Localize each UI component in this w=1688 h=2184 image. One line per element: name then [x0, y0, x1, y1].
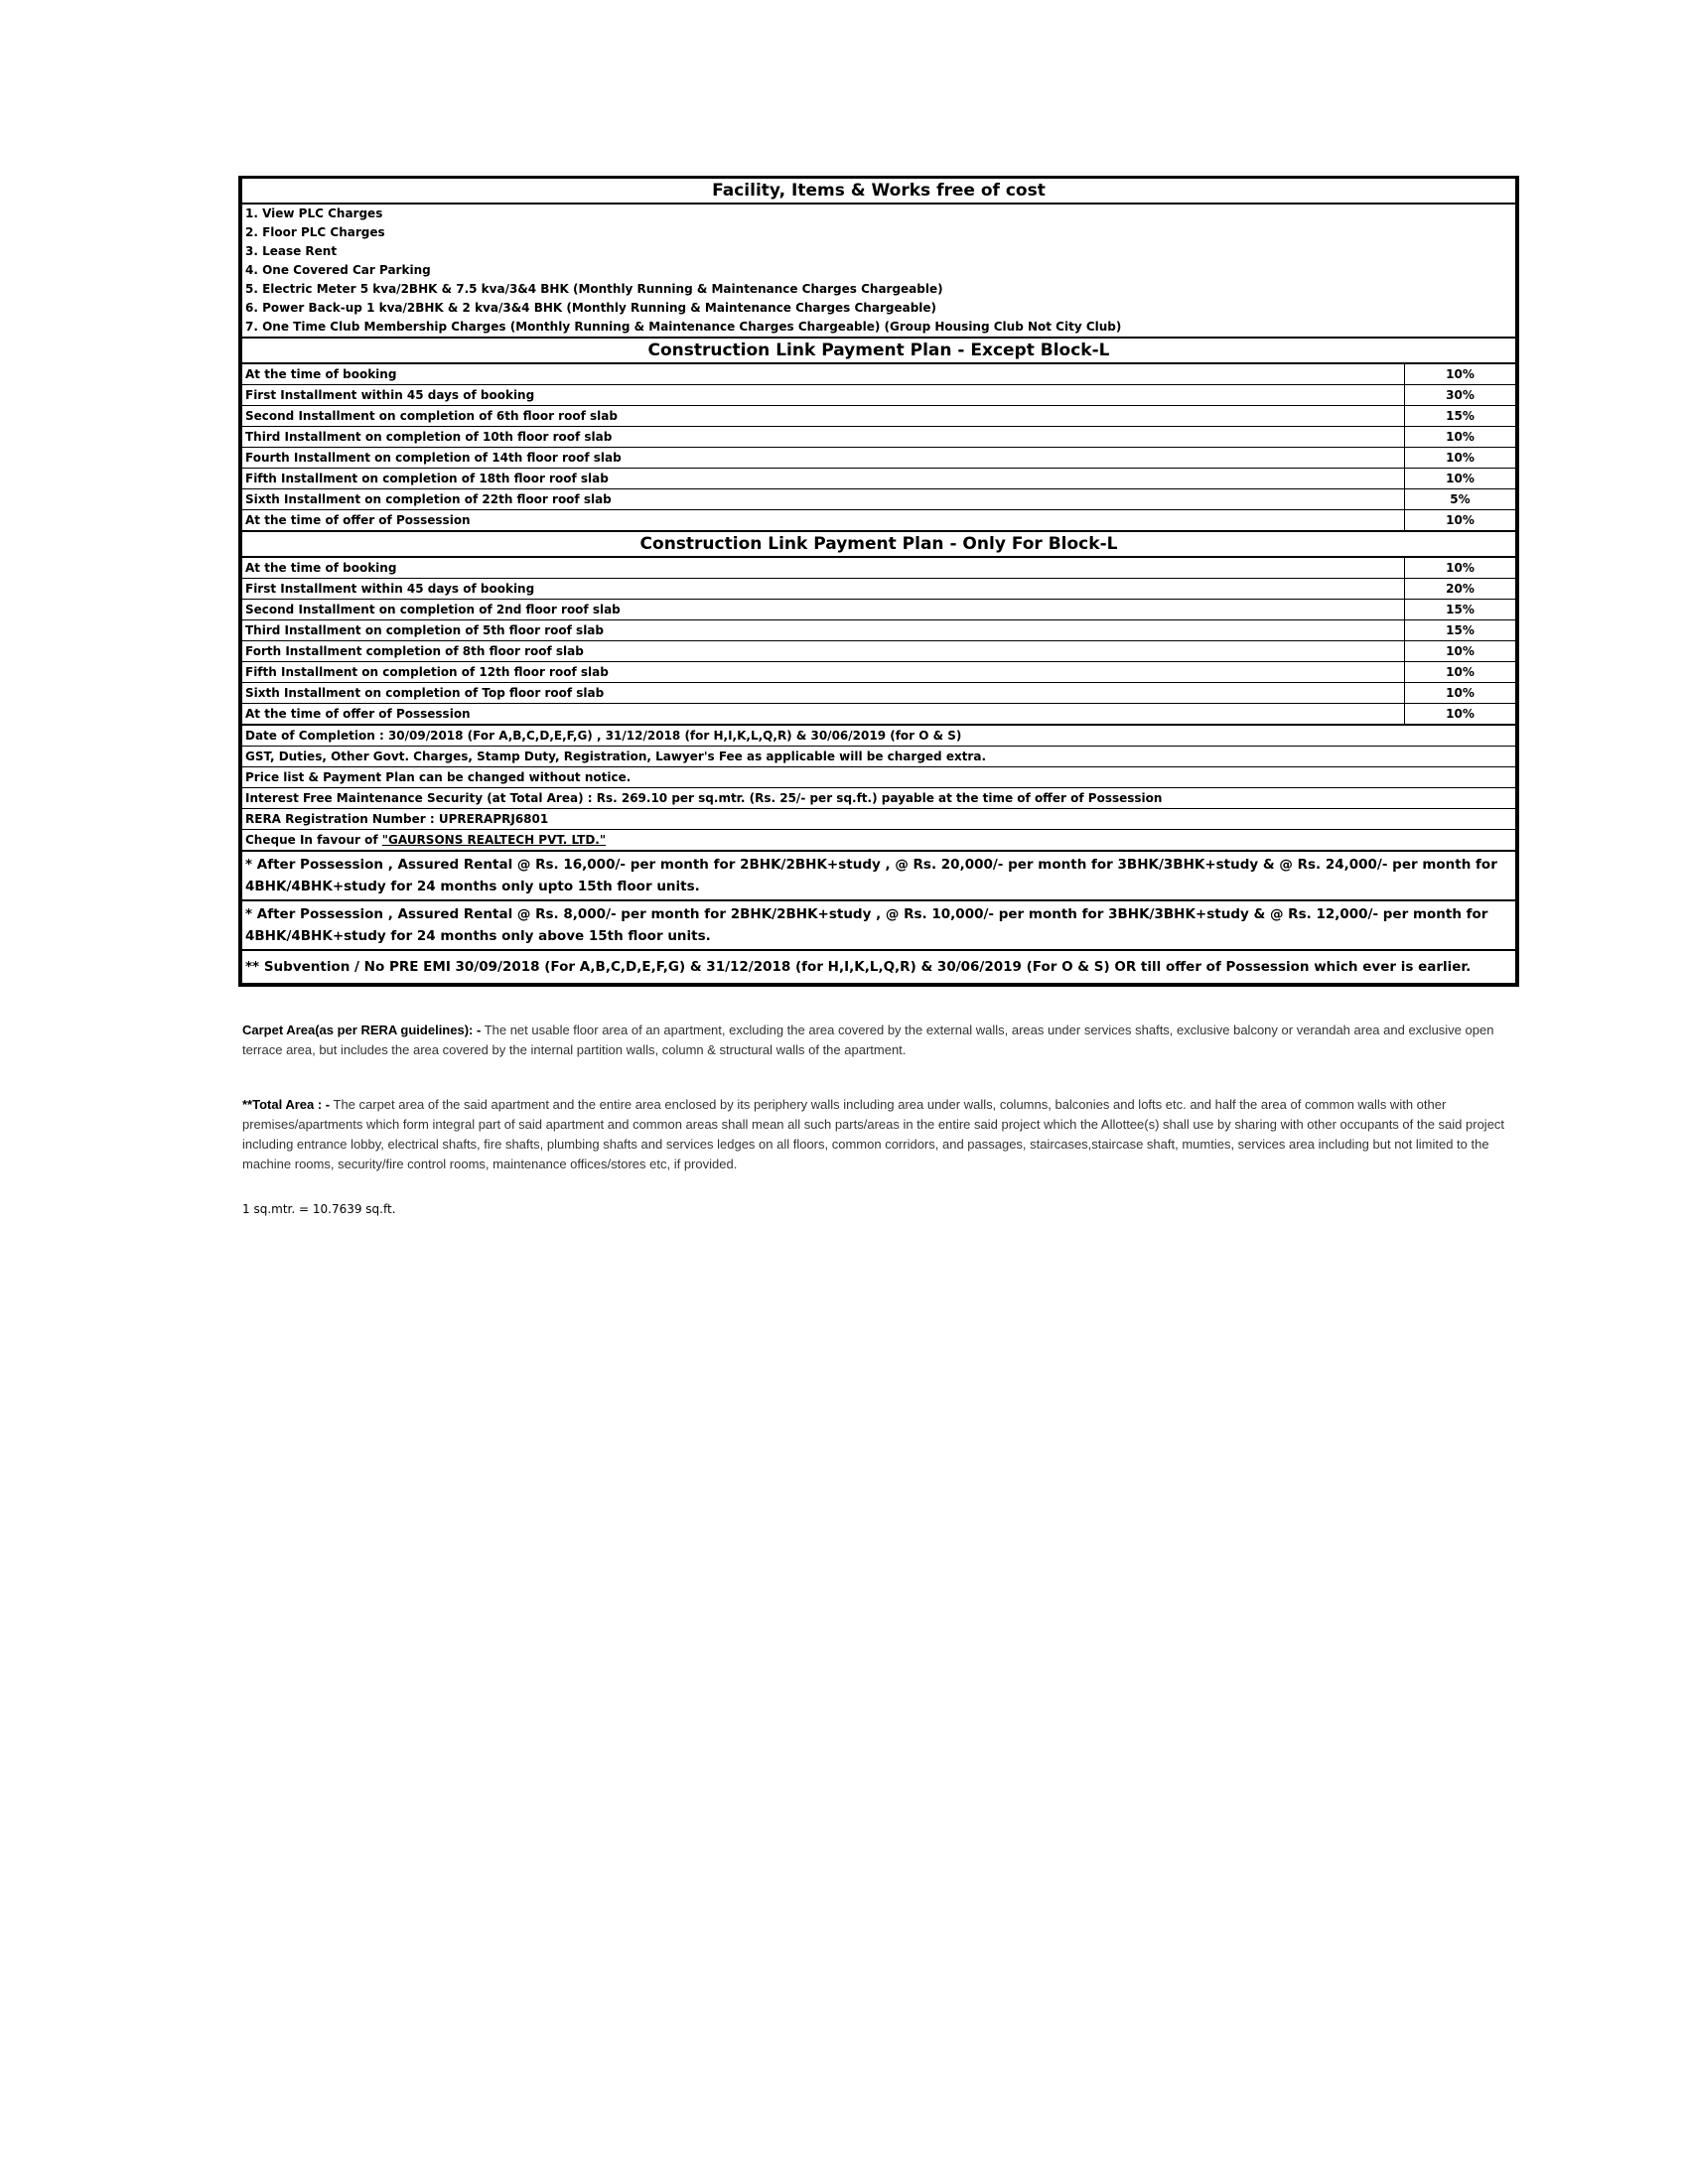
free-item: 2. Floor PLC Charges — [245, 225, 385, 239]
table-row — [242, 385, 1516, 406]
stage-percent: 10% — [1404, 510, 1515, 532]
stage-label: At the time of booking — [242, 557, 1405, 579]
stage-percent: 10% — [1404, 469, 1515, 489]
unit-conversion-note: 1 sq.mtr. = 10.7639 sq.ft. — [242, 1202, 396, 1216]
stage-percent: 10% — [1404, 448, 1515, 469]
table-row — [242, 469, 1516, 489]
stage-label: Sixth Installment on completion of Top floor roof slab — [242, 683, 1405, 704]
cheque-payee: "GAURSONS REALTECH PVT. LTD." — [381, 833, 607, 847]
table-row — [242, 662, 1516, 683]
free-item: 3. Lease Rent — [245, 244, 338, 258]
table-row — [242, 557, 1516, 579]
stage-label: Second Installment on completion of 6th floor roof slab — [242, 406, 1405, 427]
completion-note: Date of Completion : 30/09/2018 (For A,B,C,D,E,F,G) , 31/12/2018 (for H,I,K,L,Q,R) & 30/06/2019 (for O & S) — [242, 725, 1516, 747]
stage-percent: 30% — [1404, 385, 1515, 406]
stage-label: Sixth Installment on completion of 22th floor roof slab — [242, 489, 1405, 510]
stage-percent: 10% — [1404, 683, 1515, 704]
table-row — [242, 579, 1516, 600]
table-row — [242, 510, 1516, 532]
carpet-area-definition — [242, 1021, 1519, 1060]
stage-percent: 10% — [1404, 704, 1515, 726]
cheque-prefix: Cheque In favour of — [245, 833, 382, 847]
stage-percent: 15% — [1404, 620, 1515, 641]
free-item: 6. Power Back-up 1 kva/2BHK & 2 kva/3&4 BHK (Monthly Running & Maintenance Charges Chargeable) — [245, 301, 937, 315]
table-row — [242, 427, 1516, 448]
table-row — [242, 600, 1516, 620]
total-area-definition — [242, 1095, 1519, 1174]
price-list-note: Price list & Payment Plan can be changed without notice. — [242, 767, 1516, 788]
stage-percent: 20% — [1404, 579, 1515, 600]
stage-percent: 10% — [1404, 557, 1515, 579]
table-row — [242, 620, 1516, 641]
table-row — [242, 683, 1516, 704]
stage-percent: 10% — [1404, 662, 1515, 683]
stage-label: Second Installment on completion of 2nd floor roof slab — [242, 600, 1405, 620]
total-area-label: **Total Area : - — [242, 1097, 331, 1112]
stage-label: Fifth Installment on completion of 12th floor roof slab — [242, 662, 1405, 683]
stage-label: Fourth Installment on completion of 14th floor roof slab — [242, 448, 1405, 469]
table-row — [242, 363, 1516, 385]
table-row — [242, 704, 1516, 726]
carpet-area-label: Carpet Area(as per RERA guidelines): - — [242, 1023, 482, 1037]
stage-percent: 5% — [1404, 489, 1515, 510]
stage-percent: 10% — [1404, 427, 1515, 448]
rental-note-above-15: * After Possession , Assured Rental @ Rs. 8,000/- per month for 2BHK/2BHK+study , @ Rs. 10,000/- per month for 3BHK/3BHK+study & @ Rs. 12,000/- per month for 4BHK/4BHK+study for 24 months only above 15th floor units. — [242, 900, 1516, 950]
free-item: 7. One Time Club Membership Charges (Monthly Running & Maintenance Charges Chargeable) (Group Housing Club Not City Club) — [245, 320, 1122, 334]
stage-percent: 10% — [1404, 641, 1515, 662]
stage-label: First Installment within 45 days of booking — [242, 579, 1405, 600]
rental-note-upto-15: * After Possession , Assured Rental @ Rs. 16,000/- per month for 2BHK/2BHK+study , @ Rs. 20,000/- per month for 3BHK/3BHK+study & @ Rs. 24,000/- per month for 4BHK/4BHK+study for 24 months only upto 15th floor units. — [242, 851, 1516, 900]
plan-only-l-title: Construction Link Payment Plan - Only For Block-L — [242, 531, 1516, 557]
free-items-list — [242, 204, 1516, 338]
plan-except-l-title: Construction Link Payment Plan - Except Block-L — [242, 338, 1516, 363]
carpet-area-text: The net usable floor area of an apartment, excluding the area covered by the external walls, areas under services shafts, exclusive balcony or verandah area and exclusive open terrace area, but includes the area covered by the internal partition walls, column & structural walls of the apartment. — [242, 1023, 1494, 1057]
free-item: 4. One Covered Car Parking — [245, 263, 431, 277]
subvention-note: ** Subvention / No PRE EMI 30/09/2018 (For A,B,C,D,E,F,G) & 31/12/2018 (for H,I,K,L,Q,R) & 30/06/2019 (For O & S) OR till offer of Possession which ever is earlier. — [242, 950, 1516, 984]
free-item: 5. Electric Meter 5 kva/2BHK & 7.5 kva/3&4 BHK (Monthly Running & Maintenance Charges Chargeable) — [245, 282, 943, 296]
stage-label: At the time of offer of Possession — [242, 704, 1405, 726]
stage-label: At the time of offer of Possession — [242, 510, 1405, 532]
stage-label: Third Installment on completion of 10th floor roof slab — [242, 427, 1405, 448]
stage-percent: 15% — [1404, 406, 1515, 427]
stage-label: Fifth Installment on completion of 18th floor roof slab — [242, 469, 1405, 489]
cheque-note — [242, 830, 1516, 852]
stage-label: At the time of booking — [242, 363, 1405, 385]
rera-note: RERA Registration Number : UPRERAPRJ6801 — [242, 809, 1516, 830]
ifms-note: Interest Free Maintenance Security (at Total Area) : Rs. 269.10 per sq.mtr. (Rs. 25/- per sq.ft.) payable at the time of offer of Possession — [242, 788, 1516, 809]
table-row — [242, 641, 1516, 662]
total-area-text: The carpet area of the said apartment and the entire area enclosed by its periphery walls including area under walls, columns, balconies and lofts etc. and half the area of common walls with other premises/apartments which form integral part of said apartment and common areas shall mean all such parts/areas in the entire said project which the Allottee(s) shall use by sharing with other occupants of the said project including entrance lobby, electrical shafts, fire shafts, plumbing shafts and services ledges on all floors, common corridors, and passages, staircases,staircase shaft, mumties, services area including but not limited to the machine rooms, security/fire control rooms, maintenance offices/stores etc, if provided. — [242, 1097, 1505, 1171]
stage-percent: 15% — [1404, 600, 1515, 620]
charges-note: GST, Duties, Other Govt. Charges, Stamp Duty, Registration, Lawyer's Fee as applicable will be charged extra. — [242, 747, 1516, 767]
stage-label: Third Installment on completion of 5th floor roof slab — [242, 620, 1405, 641]
stage-label: Forth Installment completion of 8th floor roof slab — [242, 641, 1405, 662]
free-section-title: Facility, Items & Works free of cost — [242, 179, 1516, 204]
table-row — [242, 448, 1516, 469]
table-row — [242, 489, 1516, 510]
table-row — [242, 406, 1516, 427]
price-sheet-table — [238, 176, 1519, 987]
stage-percent: 10% — [1404, 363, 1515, 385]
stage-label: First Installment within 45 days of booking — [242, 385, 1405, 406]
free-item: 1. View PLC Charges — [245, 206, 383, 220]
